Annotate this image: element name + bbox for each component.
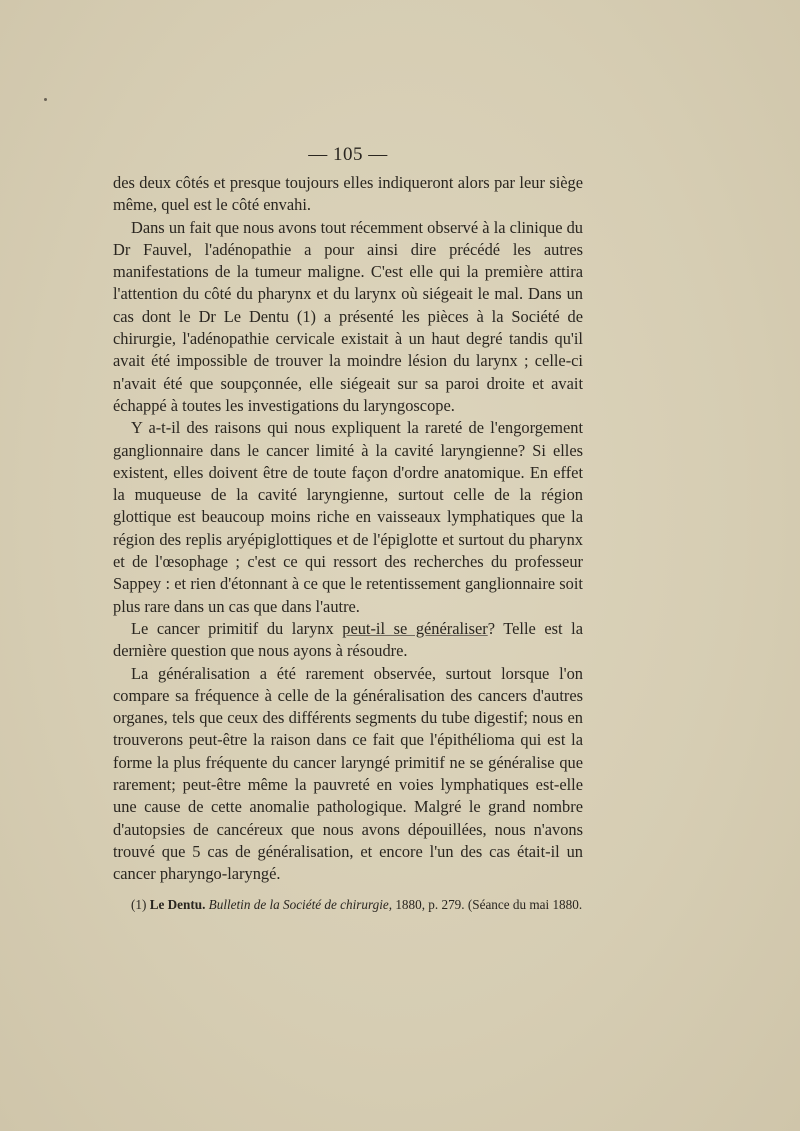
footnote-author: Le Dentu.	[149, 896, 206, 912]
paragraph-4-start: Le cancer primitif du larynx	[131, 618, 343, 638]
paragraph-1: des deux côtés et presque toujours elles indiqueront alors par leur siège même, quel est le côté envahi.	[113, 173, 583, 215]
paragraph-2: Dans un fait que nous avons tout récemment observé à la clinique du Dr Fauvel, l'adénopathie a pour ainsi dire précédé les autres manifestations de la tumeur maligne. C'est elle qui la première attira l'attention du côté du pharynx et du larynx où siégeait le mal. Dans un cas dont le Dr Le Dentu (1) a présenté les pièces à la Société de chirurgie, l'adénopathie cervicale existait à un haut degré tandis qu'il avait été impossible de trouver la moindre lésion du larynx ; celle-ci n'avait été que soupçonnée, elle siégeait sur sa paroi droite et avait échappé à toutes les investigations du laryngoscope.	[113, 217, 583, 415]
page-number: — 105 —	[308, 144, 388, 165]
footnote-rest: 1880, p. 279. (Séance du mai 1880.	[392, 896, 583, 912]
paper-speck	[44, 98, 47, 101]
footnote	[113, 896, 583, 914]
paragraph-4-end: ? Telle est la dernière question que nous ayons à résoudre.	[113, 618, 583, 661]
document-page	[113, 140, 583, 927]
underlined-question: peut-il se généraliser	[342, 618, 488, 638]
paragraph-3: Y a-t-il des raisons qui nous expliquent la rareté de l'engorgement ganglionnaire dans le cancer limité à la cavité laryngienne? Si elles existent, elles doivent être de toute façon d'ordre anatomique. En effet la muqueuse de la cavité laryngienne, surtout celle de la région glottique est beaucoup moins riche en vaisseaux lymphatiques que la région des replis aryépiglottiques et de l'épiglotte et surtout du pharynx et de l'œsophage ; c'est ce qui ressort des recherches du professeur Sappey : et rien d'étonnant à ce que le retentissement ganglionnaire soit plus rare dans un cas que dans l'autre.	[113, 418, 583, 616]
footnote-marker: (1)	[131, 896, 150, 912]
footnote-journal: Bulletin de la Société de chirurgie,	[208, 896, 393, 912]
paragraph-5: La généralisation a été rarement observée, surtout lorsque l'on compare sa fréquence à celle de la généralisation des cancers d'autres organes, tels que ceux des différents segments du tube digestif; nous en trouverons peut-être la raison dans ce fait que l'épithélioma qui est la forme la plus fréquente du cancer laryngé primitif ne se généralise que rarement; peut-être même la pauvreté en voies lymphatiques est-elle une cause de cette anomalie pathologique. Malgré le grand nombre d'autopsies de cancéreux que nous avons dépouillées, nous n'avons trouvé que 5 cas de généralisation, et encore l'un des cas était-il un cancer pharyngo-laryngé.	[113, 663, 583, 884]
paragraph-4	[113, 618, 583, 663]
